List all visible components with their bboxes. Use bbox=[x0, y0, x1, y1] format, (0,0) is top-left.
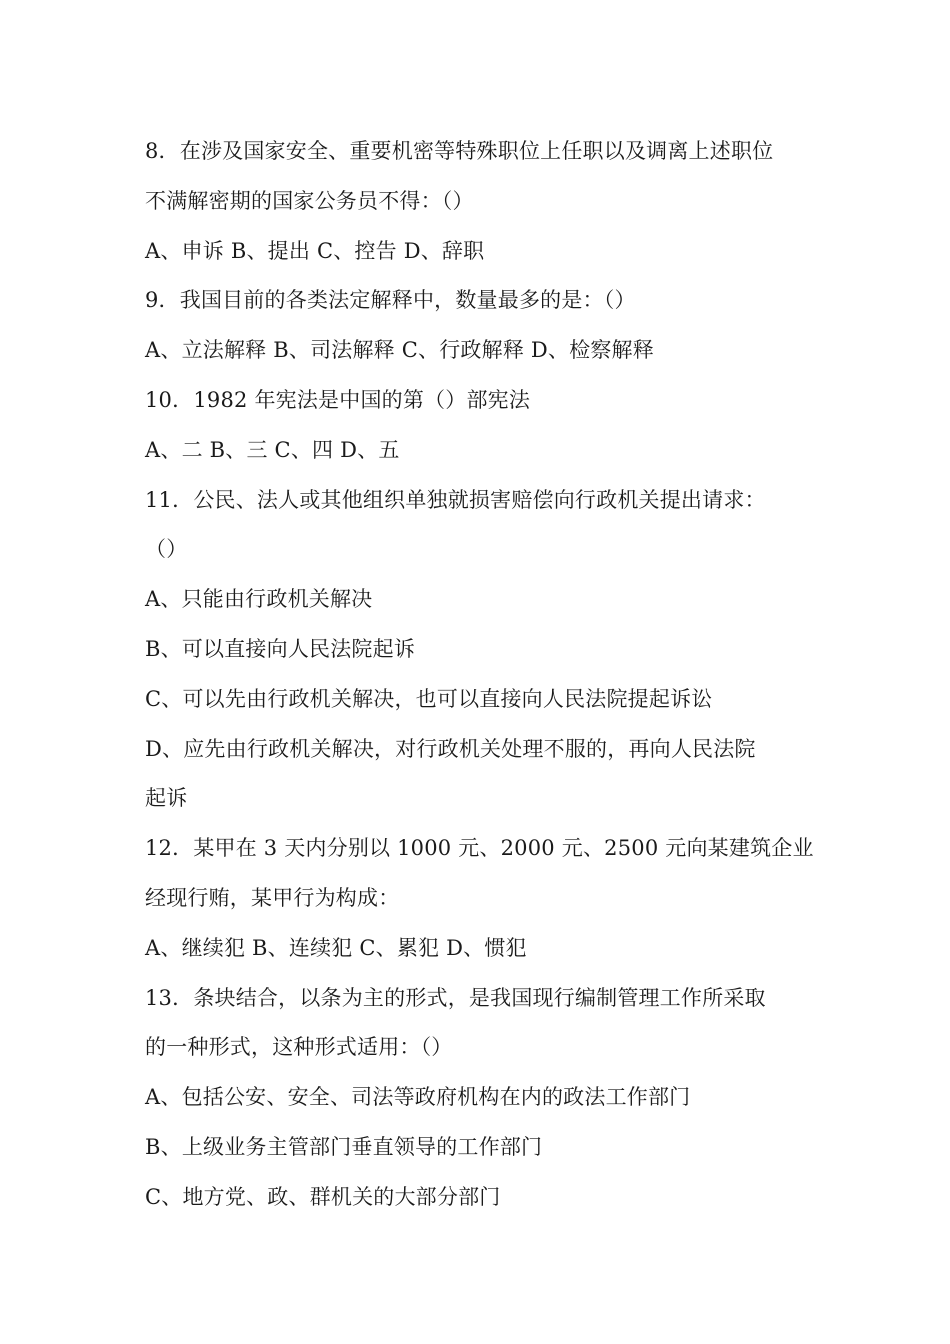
options-q8: A、申诉 B、提出 C、控告 D、辞职 bbox=[145, 238, 485, 263]
text-line-q12-cont: 经现行贿，某甲行为构成： bbox=[145, 885, 400, 910]
text-line-q9: 9．我国目前的各类法定解释中，数量最多的是：（） bbox=[145, 288, 636, 313]
option-q11-d-cont: 起诉 bbox=[145, 786, 188, 811]
option-q11-c: C、可以先由行政机关解决，也可以直接向人民法院提起诉讼 bbox=[145, 686, 713, 711]
option-q11-b: B、可以直接向人民法院起诉 bbox=[145, 636, 416, 661]
text-line-q13: 13．条块结合，以条为主的形式，是我国现行编制管理工作所采取 bbox=[145, 985, 766, 1010]
text-line-q11-cont: （） bbox=[145, 537, 188, 562]
options-q9: A、立法解释 B、司法解释 C、行政解释 D、检察解释 bbox=[145, 338, 654, 363]
option-q11-a: A、只能由行政机关解决 bbox=[145, 587, 373, 612]
text-line-q8-cont: 不满解密期的国家公务员不得：（） bbox=[145, 188, 474, 213]
text-line-q8: 8．在涉及国家安全、重要机密等特殊职位上任职以及调离上述职位 bbox=[145, 139, 774, 163]
text-line-q10: 10．1982 年宪法是中国的第（）部宪法 bbox=[145, 387, 531, 412]
options-q10: A、二 B、三 C、四 D、五 bbox=[145, 437, 400, 462]
option-q11-d: D、应先由行政机关解决，对行政机关处理不服的，再向人民法院 bbox=[145, 736, 756, 761]
options-q12: A、继续犯 B、连续犯 C、累犯 D、惯犯 bbox=[145, 935, 527, 960]
text-line-q11: 11．公民、法人或其他组织单独就损害赔偿向行政机关提出请求： bbox=[145, 487, 766, 512]
text-line-q12: 12．某甲在 3 天内分别以 1000 元、2000 元、2500 元向某建筑企业 bbox=[145, 836, 814, 861]
option-q13-b: B、上级业务主管部门垂直领导的工作部门 bbox=[145, 1134, 543, 1159]
option-q13-a: A、包括公安、安全、司法等政府机构在内的政法工作部门 bbox=[145, 1085, 691, 1110]
document-body bbox=[145, 131, 814, 1227]
option-q13-c: C、地方党、政、群机关的大部分部门 bbox=[145, 1184, 501, 1209]
text-line-q13-cont: 的一种形式，这种形式适用：（） bbox=[145, 1035, 453, 1060]
